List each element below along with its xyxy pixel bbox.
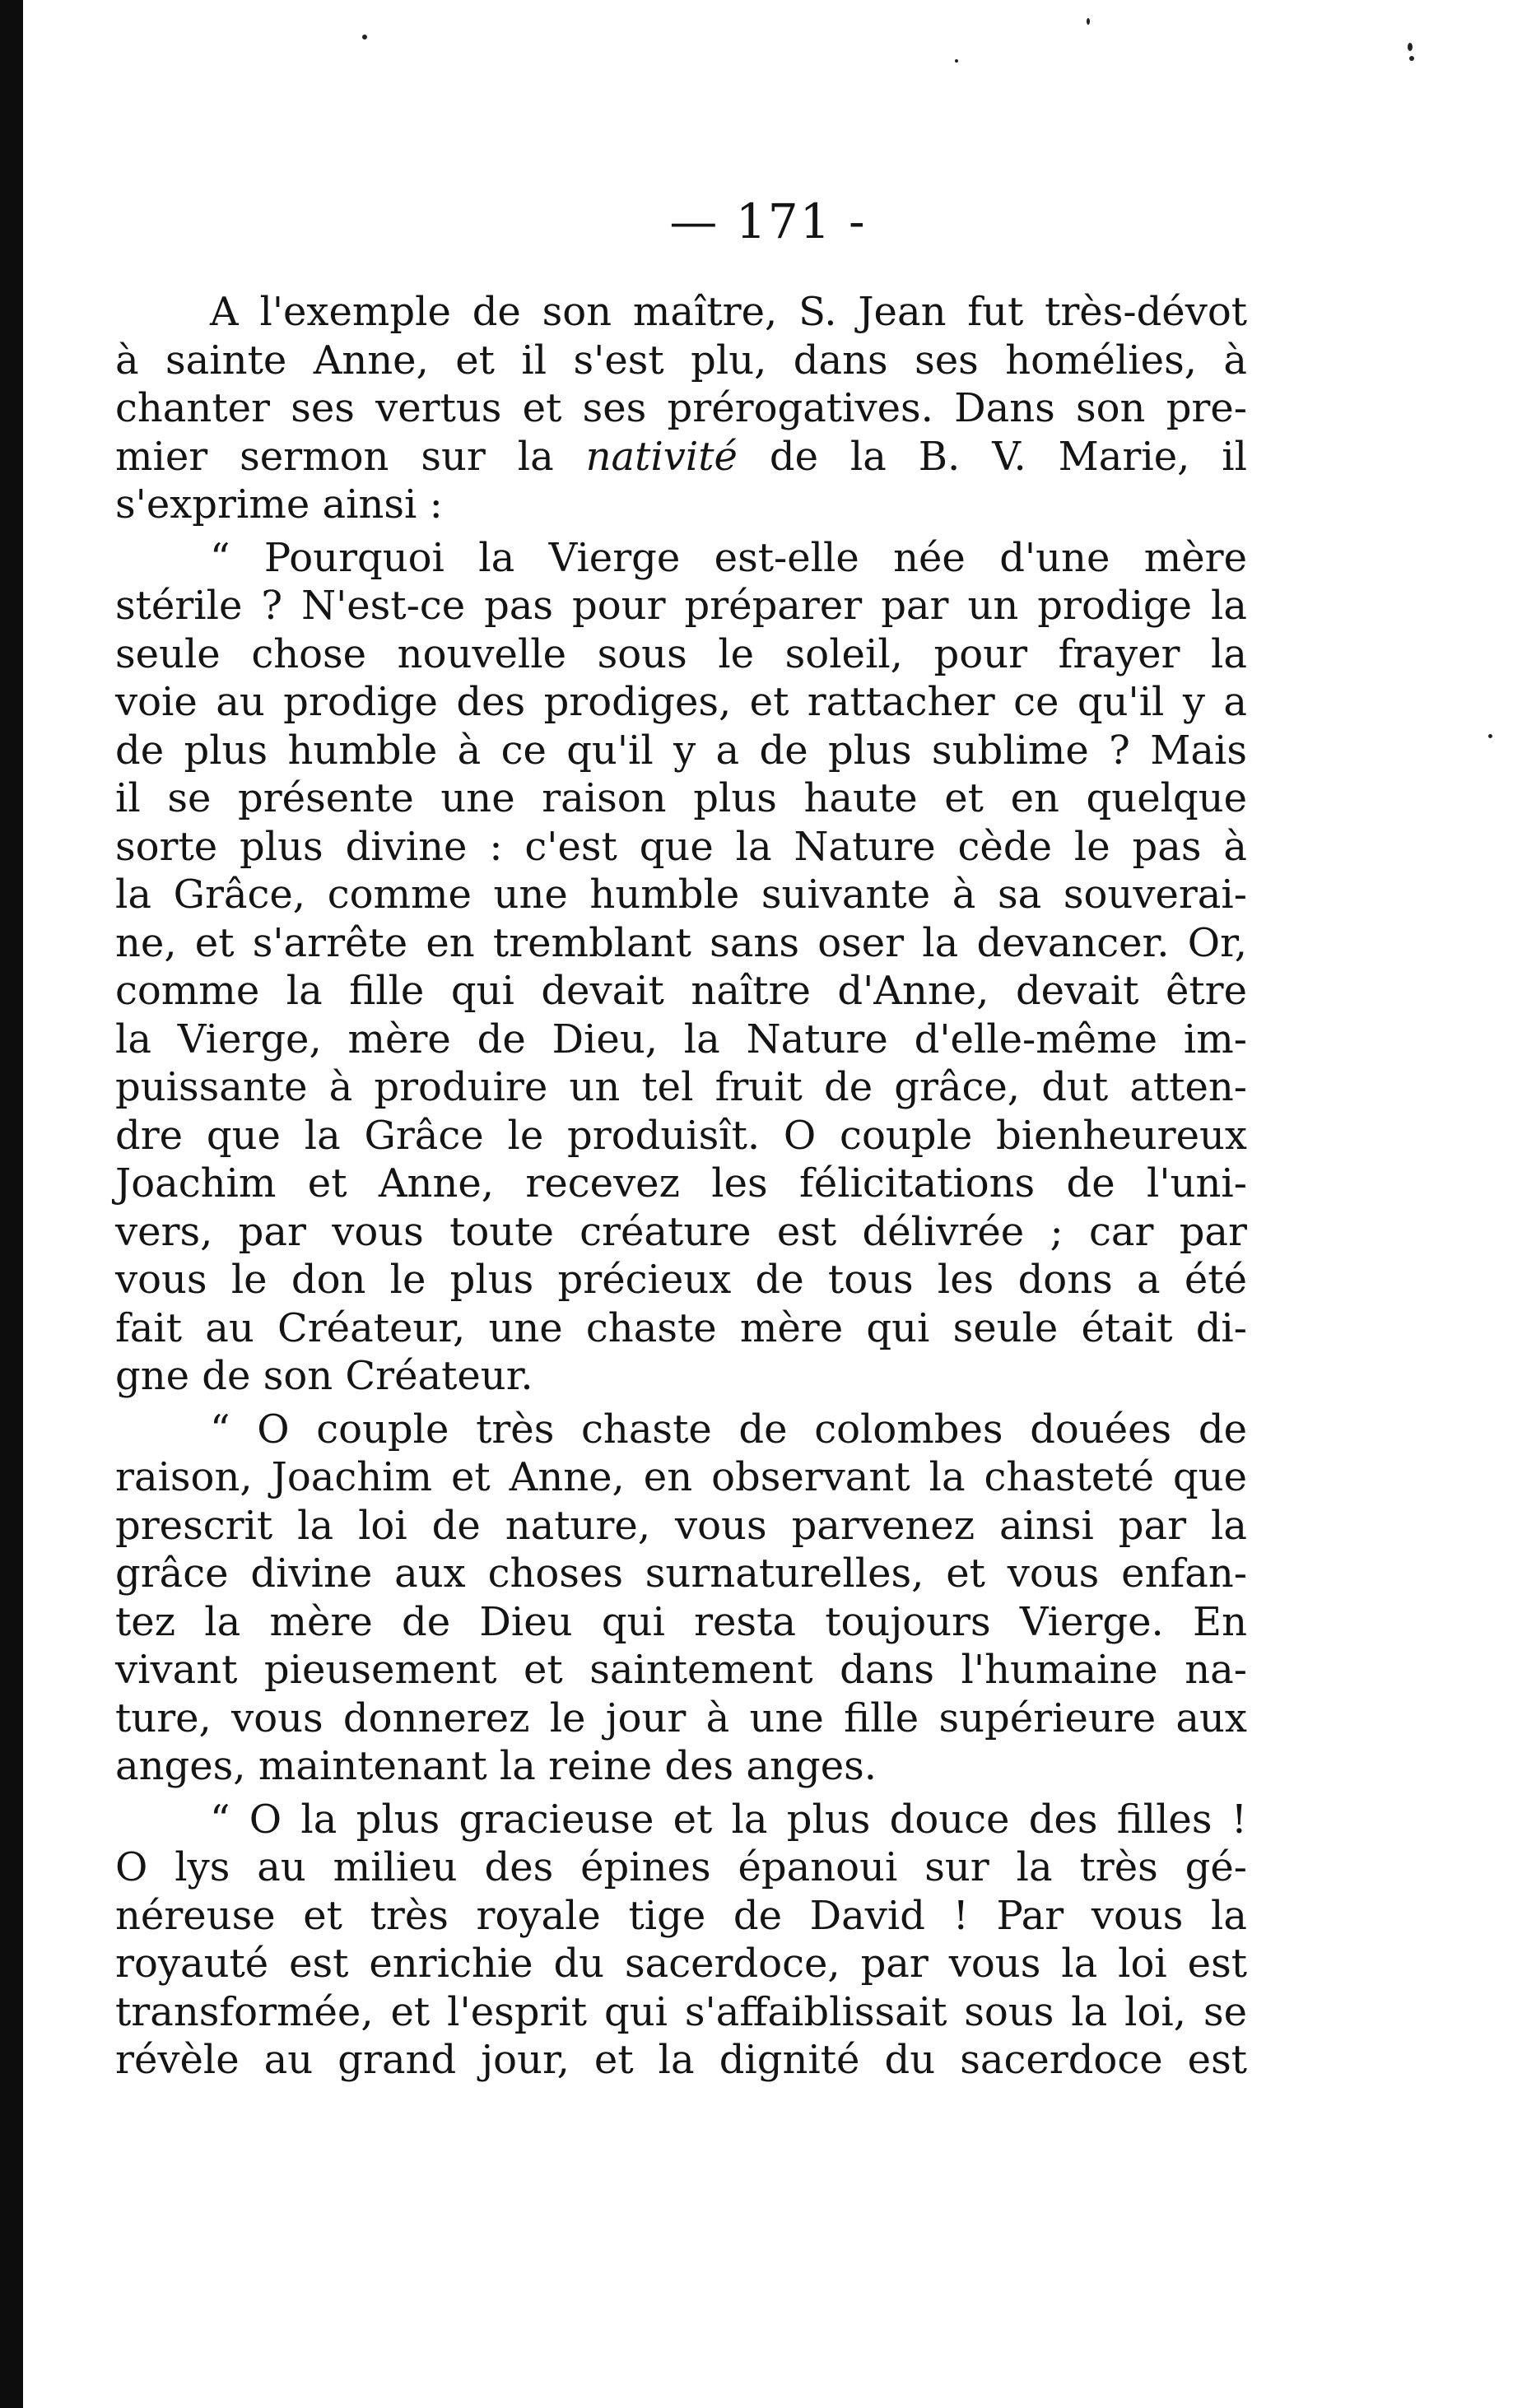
text-line: puissante à produire un tel fruit de grâce, dut atten- [115,1064,1247,1110]
text-line-with-italic [115,433,1247,481]
scan-speck [1409,56,1414,61]
italic-word: nativité [585,433,738,480]
text-line: vous le don le plus précieux de tous les dons a été [115,1257,1247,1303]
text-line: chanter ses vertus et ses prérogatives. Dans son pre- [115,385,1247,431]
page-number: — 171 - [669,193,867,249]
scan-speck [1087,18,1090,25]
text-line: révèle au grand jour, et la dignité du sacerdoce est [115,2037,1247,2083]
scan-speck [1408,43,1413,51]
text-line: O lys au milieu des épines épanoui sur la très gé- [115,1844,1247,1890]
text-line: gne de son Créateur. [115,1353,533,1399]
text-line: la Grâce, comme une humble suivante à sa souverai- [115,872,1247,918]
text-line: il se présente une raison plus haute et en quelque [115,775,1247,821]
text-line: raison, Joachim et Anne, en observant la chasteté que [115,1454,1247,1500]
text-line: “ O la plus gracieuse et la plus douce des filles ! [210,1796,1247,1843]
text-line: ture, vous donnerez le jour à une fille supérieure aux [115,1694,1247,1741]
text-line: néreuse et très royale tige de David ! Par vous la [115,1892,1247,1939]
scan-speck [955,59,958,63]
text-line: vers, par vous toute créature est délivrée ; car par [115,1208,1247,1255]
text-line: royauté est enrichie du sacerdoce, par vous la loi est [115,1941,1247,1987]
scan-speck [1488,734,1492,738]
text-line: tez la mère de Dieu qui resta toujours Vierge. En [115,1598,1247,1645]
text-line: stérile ? N'est-ce pas pour préparer par un prodige la [115,583,1247,629]
text-line: fait au Créateur, une chaste mère qui seule était di- [115,1304,1247,1351]
paragraph-3 [115,1406,1247,1791]
paragraph-2 [115,534,1247,1401]
text-fragment: de la B. V. Marie, il [769,433,1247,480]
text-line: comme la fille qui devait naître d'Anne, devait être [115,968,1247,1014]
scan-speck [362,35,367,40]
text-line: sorte plus divine : c'est que la Nature cède le pas à [115,823,1247,870]
text-line: voie au prodige des prodiges, et rattacher ce qu'il y a [115,679,1247,725]
text-line: “ Pourquoi la Vierge est-elle née d'une mère [210,534,1247,581]
text-line: transformée, et l'esprit qui s'affaiblissait sous la loi, se [115,1988,1247,2035]
text-line: dre que la Grâce le produisît. O couple bienheureux [115,1112,1247,1159]
text-line: anges, maintenant la reine des anges. [115,1743,877,1789]
text-line: seule chose nouvelle sous le soleil, pour frayer la [115,630,1247,677]
paragraph-4 [115,1796,1247,2085]
text-line: la Vierge, mère de Dieu, la Nature d'elle-même im- [115,1016,1247,1062]
page-binding-edge [0,0,23,2408]
body-text [115,288,1247,2090]
text-line: “ O couple très chaste de colombes douées de [210,1406,1247,1453]
text-line: ne, et s'arrête en tremblant sans oser la devancer. Or, [115,919,1247,966]
text-line: prescrit la loi de nature, vous parvenez ainsi par la [115,1502,1247,1549]
text-line: s'exprime ainsi : [115,481,443,528]
text-fragment: mier sermon sur la [115,433,554,480]
text-line: à sainte Anne, et il s'est plu, dans ses homélies, à [115,337,1247,384]
text-line: A l'exemple de son maître, S. Jean fut très-dévot [210,289,1247,335]
paragraph-1 [115,288,1247,529]
text-line: Joachim et Anne, recevez les félicitations de l'uni- [115,1160,1247,1206]
text-line: de plus humble à ce qu'il y a de plus sublime ? Mais [115,727,1247,774]
text-line: grâce divine aux choses surnaturelles, et vous enfan- [115,1550,1247,1597]
text-line: vivant pieusement et saintement dans l'humaine na- [115,1647,1247,1693]
